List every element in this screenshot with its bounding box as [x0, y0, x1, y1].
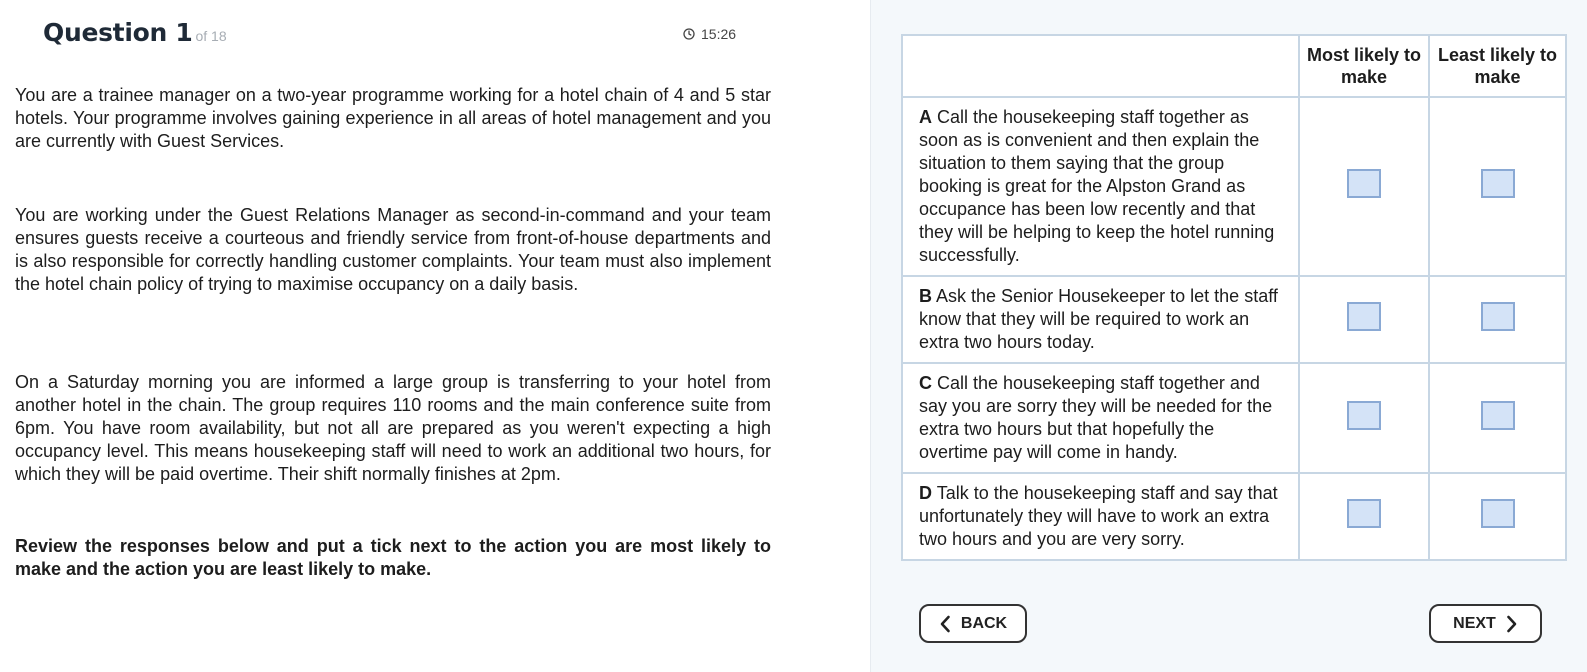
response-table: [901, 34, 1567, 561]
option-column-header: [902, 35, 1299, 97]
option-d-least-likely-checkbox[interactable]: [1481, 499, 1515, 528]
chevron-left-icon: [939, 615, 951, 633]
table-row: [902, 97, 1566, 276]
table-row: [902, 276, 1566, 363]
question-title: Question 1: [43, 18, 193, 47]
option-d-least-cell: [1429, 473, 1566, 560]
option-letter: D: [919, 483, 932, 503]
timer: [683, 26, 736, 42]
back-button-label: BACK: [960, 614, 1008, 632]
table-header-row: [902, 35, 1566, 97]
option-b-least-likely-checkbox[interactable]: [1481, 302, 1515, 331]
option-letter: C: [919, 373, 932, 393]
most-likely-column-header: Most likely to make: [1299, 35, 1429, 97]
response-panel: [870, 0, 1587, 672]
option-c-text: [902, 363, 1299, 473]
option-a-least-cell: [1429, 97, 1566, 276]
option-description: Call the housekeeping staff together and say you are sorry they will be needed for the extra two hours but that hopefully the overtime pay will come in handy.: [919, 373, 1273, 462]
next-button-label: NEXT: [1453, 614, 1496, 632]
next-button[interactable]: [1429, 604, 1542, 643]
option-b-most-likely-checkbox[interactable]: [1347, 302, 1381, 331]
least-likely-column-header: Least likely to make: [1429, 35, 1566, 97]
option-c-least-likely-checkbox[interactable]: [1481, 401, 1515, 430]
option-description: Call the housekeeping staff together as soon as is convenient and then explain the situation to them saying that the group booking is great for the Alpston Grand as occupance has been low recently and that they will be helping to keep the hotel running successfully.: [919, 107, 1275, 265]
question-header: [43, 18, 227, 47]
option-a-text: [902, 97, 1299, 276]
option-d-most-likely-checkbox[interactable]: [1347, 499, 1381, 528]
option-a-most-likely-checkbox[interactable]: [1347, 169, 1381, 198]
option-c-least-cell: [1429, 363, 1566, 473]
option-letter: B: [919, 286, 932, 306]
passage-paragraph-3: On a Saturday morning you are informed a large group is transferring to your hotel from another hotel in the chain. The group requires 110 rooms and the main conference suite from 6pm. You have room availability, but not all are prepared as you weren't expecting a high occupancy level. This means housekeeping staff will need to work an additional two hours, for which they will be paid overtime. Their shift normally finishes at 2pm.: [15, 372, 771, 484]
passage-paragraph-1: You are a trainee manager on a two-year programme working for a hotel chain of 4 and 5 star hotels. Your programme involves gaining experience in all areas of hotel management and you are currently with Guest Services.: [15, 85, 771, 151]
option-c-most-likely-checkbox[interactable]: [1347, 401, 1381, 430]
option-description: Talk to the housekeeping staff and say that unfortunately they will have to work an extra two hours and you are very sorry.: [919, 483, 1278, 549]
back-button[interactable]: [919, 604, 1027, 643]
option-a-most-cell: [1299, 97, 1429, 276]
option-d-text: [902, 473, 1299, 560]
option-letter: A: [919, 107, 932, 127]
option-b-most-cell: [1299, 276, 1429, 363]
option-a-least-likely-checkbox[interactable]: [1481, 169, 1515, 198]
option-description: Ask the Senior Housekeeper to let the staff know that they will be required to work an extra two hours today.: [919, 286, 1278, 352]
option-b-least-cell: [1429, 276, 1566, 363]
option-b-text: [902, 276, 1299, 363]
table-row: [902, 363, 1566, 473]
passage-paragraph-2: You are working under the Guest Relations Manager as second-in-command and your team ensures guests receive a courteous and friendly service from front-of-house departments and is also responsible for correctly handling customer complaints. Your team must also implement the hotel chain policy of trying to maximise occupancy on a daily basis.: [15, 205, 771, 294]
table-row: [902, 473, 1566, 560]
clock-icon: [683, 28, 695, 40]
option-d-most-cell: [1299, 473, 1429, 560]
chevron-right-icon: [1506, 615, 1518, 633]
instruction-text: Review the responses below and put a tick next to the action you are most likely to make and the action you are least likely to make.: [15, 536, 771, 579]
question-count: of 18: [195, 28, 227, 44]
timer-value: 15:26: [701, 26, 737, 42]
option-c-most-cell: [1299, 363, 1429, 473]
